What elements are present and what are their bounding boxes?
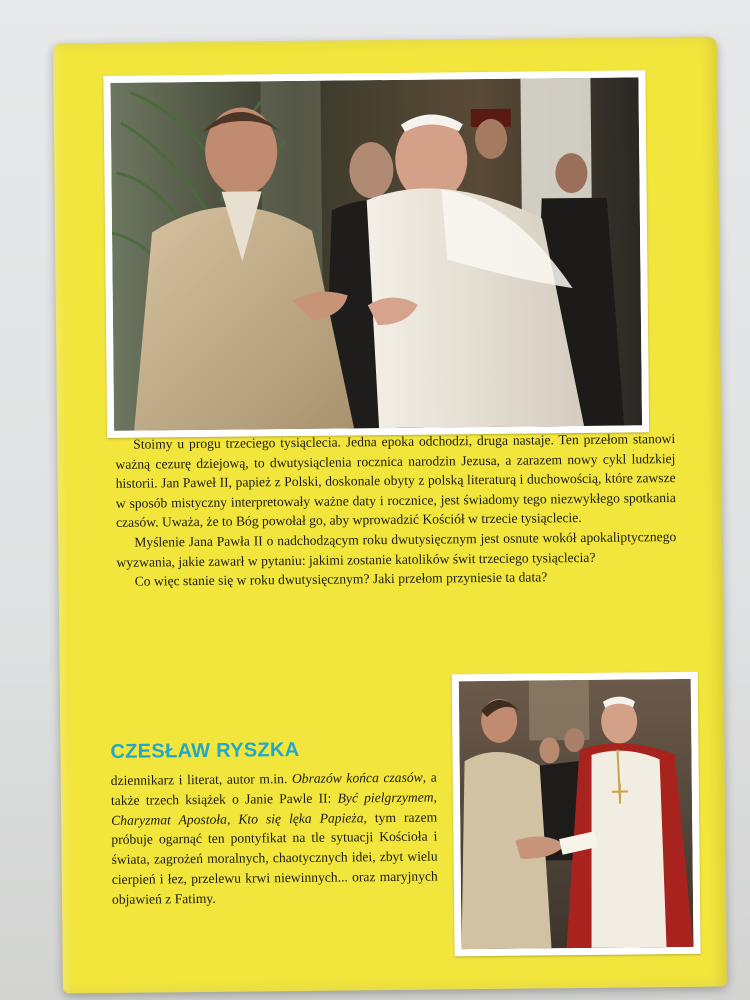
bottom-photo xyxy=(452,672,701,957)
author-bio xyxy=(111,768,438,910)
blurb-paragraph: Stoimy u progu trzeciego tysiąclecia. Jedna epoka odchodzi, druga nastaje. Ten przełom stanowi ważną cezurę dziejową, to dwutysiąclenia rocznica narodzin Jezusa, a zarazem nowy cykl ludzkiej historii. Jan Paweł II, papież z Polski, doskonale obyty z polską literaturą i duchowością, które zawsze w sposób mistyczny interpretowały ważne daty i rocznice, jest świadomy tego niezwykłego spotkania czasów. Uważa, że to Bóg powołał go, aby wprowadzić Kościół w trzecie tysiąclecie. xyxy=(115,431,676,531)
book-back-cover xyxy=(53,37,727,994)
blurb-paragraph: Myślenie Jana Pawła II o nadchodzącym roku dwutysięcznym jest osnute wokół apokaliptycznego wyzwania, jakie zawarł w pytaniu: jakimi zostanie katolików świt trzeciego tysiąclecia? xyxy=(116,528,677,570)
bio-book-title: Obrazów końca czasów xyxy=(291,769,423,787)
blurb-text xyxy=(115,429,677,592)
author-name: CZESŁAW RYSZKA xyxy=(110,738,300,763)
bio-text: , a także trzech książek o Janie Pawle II: xyxy=(110,769,437,808)
bio-book-titles: Być pielgrzymem, Charyzmat Apostoła, Kto się lęka Papieża xyxy=(111,789,438,828)
top-photo xyxy=(103,70,649,438)
blurb-paragraph: Co więc stanie się w roku dwutysięcznym? Jaki przełom przyniesie ta data? xyxy=(134,569,548,589)
bio-text: , tym razem próbuje ogarnąć ten pontyfikat na tle sytuacji Kościoła i świata, zagrożeń moralnych, chaotycznych idei, zbyt wielu cierpień i łez, przelewu krwi niewinnych... oraz maryjnych objawień z Fatimy. xyxy=(111,809,438,907)
bio-text: dziennikarz i literat, autor m.in. xyxy=(110,771,292,788)
